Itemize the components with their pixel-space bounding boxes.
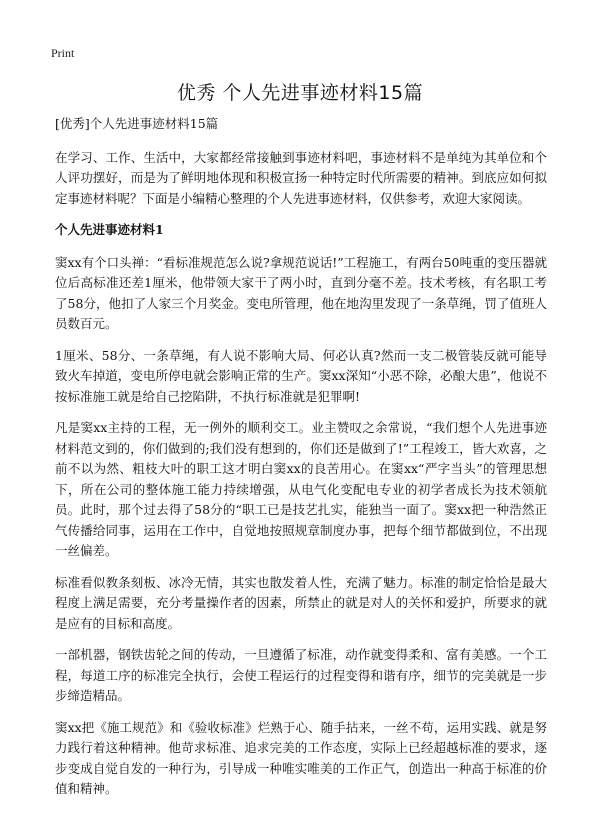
body-paragraph-4: 标准看似教条刻板、冰冷无情，其实也散发着人性，充满了魅力。标准的制定恰恰是最大程度上满足需要，充分考量操作者的因素，所禁止的就是对人的关怀和爱护，所要求的就是应有的目标和高度。 [55, 574, 547, 631]
document-title: 优秀 个人先进事迹材料15篇 [176, 82, 424, 104]
print-label: Print [51, 46, 75, 60]
body-paragraph-2: 1厘米、58分、一条草绳，有人说不影响大局、何必认真?然而一支二极管装反就可能导致火车掉道，变电所停电就会影响正常的生产。窦xx深知“小恶不除，必酿大患”，他说不按标准施工就是给自己挖陷阱，不执行标准就是犯罪啊! [55, 347, 547, 404]
document-subtitle: [优秀]个人先进事迹材料15篇 [55, 116, 219, 131]
section-heading: 个人先进事迹材料1 [55, 222, 164, 237]
body-paragraph-3: 凡是窦xx主持的工程，无一例外的顺利交工。业主赞叹之余常说，“我们想个人先进事迹材料范文到的，你们做到的;我们没有想到的，你们还是做到了!”工程竣工，皆大欢喜，之前不以为然、粗枝大叶的职工这才明白窦xx的良苦用心。在窦xx“严字当头”的管理思想下，所在公司的整体施工能力持续增强，从电气化变配电专业的初学者成长为技术领航员。此时，那个过去得了58分的“职工已是技艺扎实，能独当一面了。窦xx把一种浩然正气传播给同事，运用在工作中，自觉地按照规章制度办事，把每个细节都做到位，不出现一丝偏差。 [55, 420, 547, 558]
body-paragraph-6: 窦xx把《施工规范》和《验收标准》烂熟于心、随手拈来，一丝不苟，运用实践、就是努力践行着这种精神。他苛求标准、追求完美的工作态度，实际上已经超越标准的要求，逐步变成自觉自发的一种行为，引导成一种唯实唯美的工作正气，创造出一种高于标准的价值和精神。 [55, 719, 547, 796]
intro-paragraph: 在学习、工作、生活中，大家都经常接触到事迹材料吧，事迹材料不是单纯为其单位和个人评功摆好，而是为了鲜明地体现和积极宣扬一种特定时代所需要的精神。到底应如何拟定事迹材料呢？下面是小编精心整理的个人先进事迹材料，仅供参考，欢迎大家阅读。 [55, 149, 547, 206]
document-body [55, 114, 547, 811]
body-paragraph-5: 一部机器，钢铁齿轮之间的传动，一旦遵循了标准，动作就变得柔和、富有美感。一个工程，每道工序的标准完全执行，会使工程运行的过程变得和谐有序，细节的完美就是一步步缔造精品。 [55, 647, 547, 703]
body-paragraph-1: 窦xx有个口头禅：“看标准规范怎么说?拿规范说话!”工程施工，有两台50吨重的变压器就位后高标准还差1厘米，他带领大家干了两小时，直到分毫不差。技术考核，有名职工考了58分，他扣了人家三个月奖金。变电所管理，他在地沟里发现了一条草绳，罚了值班人员数百元。 [55, 254, 548, 331]
